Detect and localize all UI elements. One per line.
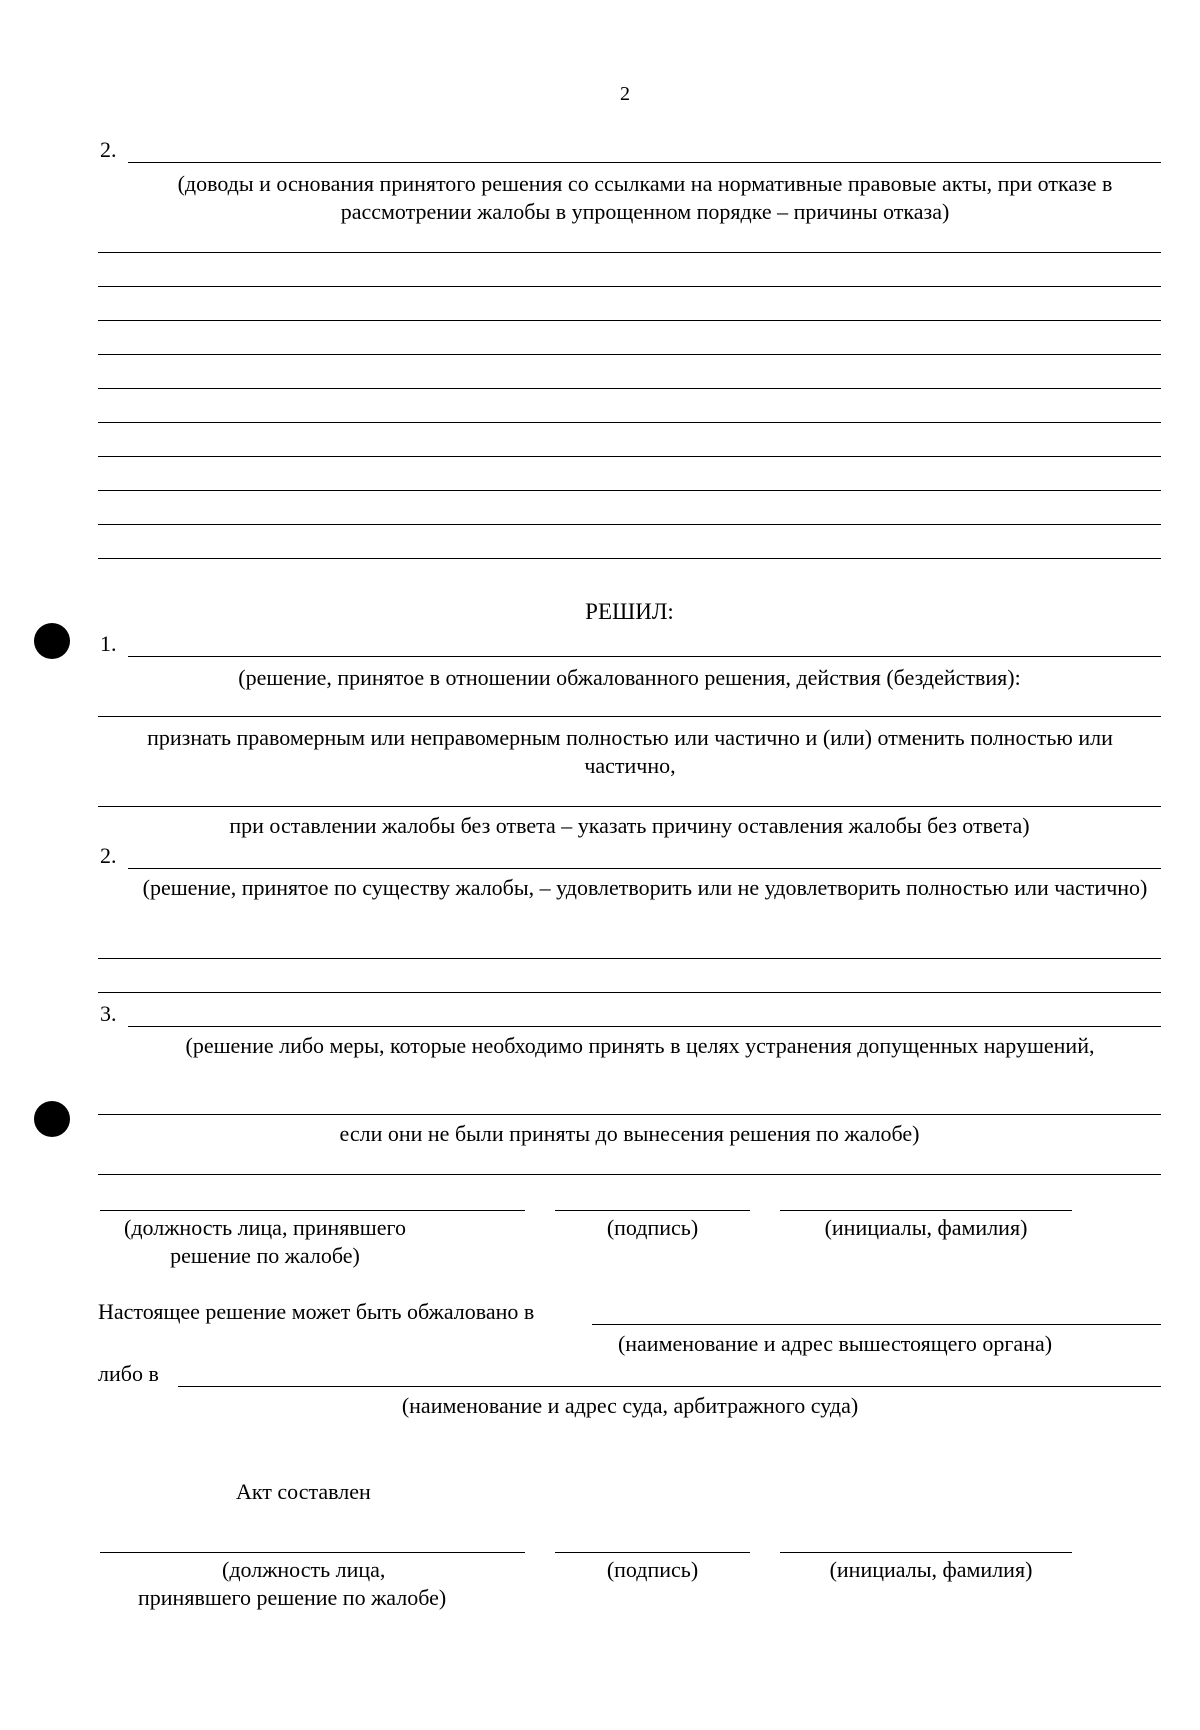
decision-2-caption: (решение, принятое по существу жалобы, – удовлетворить или не удовлетворить полностью или частично) (142, 875, 1148, 900)
sig2-name-line (780, 1552, 1072, 1553)
decision-3-caption-1: (решение либо меры, которые необходимо принять в целях устранения допущенных нарушений, (185, 1033, 1095, 1058)
appeal-text: Настоящее решение может быть обжаловано в (98, 1299, 535, 1324)
reasons-caption: (доводы и основания принятого решения со ссылками на нормативные правовые акты, при отказе в рассмотрении жалобы в упрощенном порядке – причины отказа) (177, 171, 1113, 224)
sig2-signature-label: (подпись) (606, 1557, 699, 1582)
reasons-item-number: 2. (100, 137, 117, 162)
appeal-or-text: либо в (98, 1361, 159, 1386)
sig1-signature-label: (подпись) (606, 1215, 699, 1240)
punch-hole-top (34, 623, 70, 659)
sig1-position-label: (должность лица, принявшего решение по жалобе) (124, 1215, 406, 1268)
reasons-line-9 (98, 524, 1161, 525)
decision-1-line-2 (98, 716, 1161, 717)
punch-hole-bottom (34, 1101, 70, 1137)
decision-1-caption-1: (решение, принятое в отношении обжалованного решения, действия (бездействия): (238, 665, 1021, 690)
appeal-court-caption: (наименование и адрес суда, арбитражного суда) (401, 1393, 859, 1418)
reasons-line-4 (98, 354, 1161, 355)
reasons-line-3 (98, 320, 1161, 321)
decision-3-number: 3. (100, 1001, 117, 1026)
decision-3-input-line (128, 1026, 1161, 1027)
decision-1-caption-2: признать правомерным или неправомерным полностью или частично и (или) отменить полностью или частично, (147, 725, 1113, 778)
reasons-line-2 (98, 286, 1161, 287)
reasons-line-7 (98, 456, 1161, 457)
sig2-position-label-2: принявшего решение по жалобе) (138, 1585, 447, 1610)
appeal-higher-body-caption: (наименование и адрес вышестоящего органа) (617, 1331, 1053, 1356)
sig2-name-label: (инициалы, фамилия) (829, 1557, 1033, 1582)
decision-3-line-2 (98, 1114, 1161, 1115)
decision-1-input-line (128, 656, 1161, 657)
decision-3-line-3 (98, 1174, 1161, 1175)
sig2-position-label-1: (должность лица, (222, 1557, 386, 1582)
page-number: 2 (620, 83, 630, 105)
reasons-line-1 (98, 252, 1161, 253)
act-compiled-text: Акт составлен (236, 1479, 371, 1504)
sig2-position-line (100, 1552, 525, 1553)
sig1-signature-line (555, 1210, 750, 1211)
decision-1-line-3 (98, 806, 1161, 807)
appeal-higher-body-line (592, 1324, 1161, 1325)
decision-3-caption-2: если они не были приняты до вынесения решения по жалобе) (339, 1121, 920, 1146)
decision-2-input-line (128, 868, 1161, 869)
sig1-name-label: (инициалы, фамилия) (824, 1215, 1028, 1240)
reasons-line-5 (98, 388, 1161, 389)
decision-heading: РЕШИЛ: (585, 599, 674, 624)
decision-1-number: 1. (100, 631, 117, 656)
reasons-line-6 (98, 422, 1161, 423)
decision-2-number: 2. (100, 843, 117, 868)
decision-2-line-3 (98, 992, 1161, 993)
reasons-input-line (128, 162, 1161, 163)
sig1-position-line (100, 1210, 525, 1211)
reasons-line-8 (98, 490, 1161, 491)
sig1-name-line (780, 1210, 1072, 1211)
appeal-court-line (178, 1386, 1161, 1387)
decision-1-caption-3: при оставлении жалобы без ответа – указать причину оставления жалобы без ответа) (229, 813, 1030, 838)
reasons-line-10 (98, 558, 1161, 559)
sig2-signature-line (555, 1552, 750, 1553)
decision-2-line-2 (98, 958, 1161, 959)
